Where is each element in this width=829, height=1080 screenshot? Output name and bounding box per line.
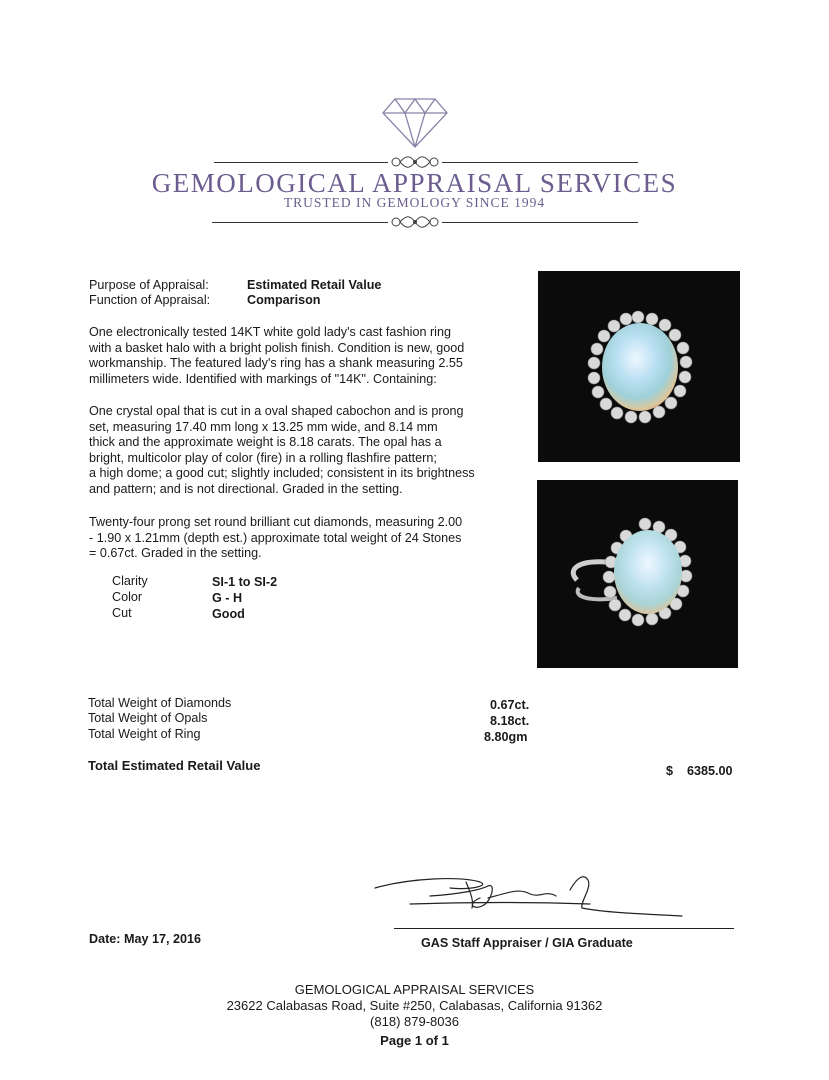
- opal-description-line: a high dome; a good cut; slightly included; consistent in its brightness: [89, 466, 475, 481]
- purpose-value: Estimated Retail Value: [247, 278, 382, 292]
- footer-company: GEMOLOGICAL APPRAISAL SERVICES: [294, 982, 535, 997]
- header-rule-top-right: [442, 162, 638, 163]
- header-rule-top-left: [214, 162, 388, 163]
- appraiser-title: GAS Staff Appraiser / GIA Graduate: [421, 936, 633, 950]
- diamonds-description-line: - 1.90 x 1.21mm (depth est.) approximate total weight of 24 Stones: [89, 530, 462, 545]
- footer-address: 23622 Calabasas Road, Suite #250, Calabasas, California 91362: [226, 998, 603, 1013]
- grade-value-color: G - H: [212, 591, 243, 605]
- page-number: Page 1 of 1: [380, 1033, 449, 1048]
- grade-label-color: Color: [112, 590, 143, 604]
- function-value: Comparison: [247, 293, 321, 307]
- ring-description-line: workmanship. The featured lady's ring has a shank measuring 2.55: [89, 356, 463, 371]
- header-rule-bottom-right: [442, 222, 638, 223]
- opal-ring-angle-view-photo: [537, 480, 738, 668]
- grade-value-clarity: SI-1 to SI-2: [212, 575, 278, 589]
- header-title: GEMOLOGICAL APPRAISAL SERVICES: [151, 168, 678, 198]
- diamonds-description-line: = 0.67ct. Graded in the setting.: [89, 546, 262, 561]
- diamonds-description: [89, 515, 514, 562]
- appraisal-date: Date: May 17, 2016: [89, 932, 202, 946]
- opal-description-line: thick and the approximate weight is 8.18 carats. The opal has a: [89, 435, 442, 450]
- total-value-diamonds: 0.67ct.: [490, 698, 530, 712]
- opal-description-line: One crystal opal that is cut in a oval shaped cabochon and is prong: [89, 404, 464, 418]
- footer-phone: (818) 879-8036: [370, 1014, 459, 1029]
- total-value-ring: 8.80gm: [484, 730, 528, 744]
- opal-description-line: and pattern; and is not directional. Graded in the setting.: [89, 481, 403, 496]
- function-label: Function of Appraisal:: [89, 293, 211, 307]
- ring-description-line: with a basket halo with a bright polish finish. Condition is new, good: [89, 340, 465, 355]
- retail-value-label: Total Estimated Retail Value: [88, 758, 261, 773]
- purpose-label: Purpose of Appraisal:: [89, 278, 209, 292]
- opal-description-line: bright, multicolor play of color (fire) in a rolling flashfire pattern;: [89, 450, 437, 465]
- diamond-icon: [381, 97, 449, 149]
- header-rule-bottom-left: [212, 222, 388, 223]
- ring-photo-graphic: [537, 480, 738, 668]
- ring-description-line: millimeters wide. Identified with markings of "14K". Containing:: [89, 371, 437, 386]
- retail-currency: $: [666, 764, 674, 778]
- opal-ring-top-view-photo: [538, 271, 740, 462]
- total-label-diamonds: Total Weight of Diamonds: [88, 696, 232, 710]
- ring-description: [89, 325, 514, 387]
- grade-value-cut: Good: [212, 607, 245, 621]
- grade-label-clarity: Clarity: [112, 574, 148, 588]
- grade-label-cut: Cut: [112, 606, 132, 620]
- ring-description-line: One electronically tested 14KT white gold lady's cast fashion ring: [89, 325, 451, 339]
- diamonds-description-line: Twenty-four prong set round brilliant cut diamonds, measuring 2.00: [89, 515, 463, 529]
- total-label-opals: Total Weight of Opals: [88, 711, 208, 725]
- opal-description-line: set, measuring 17.40 mm long x 13.25 mm wide, and 8.14 mm: [89, 419, 438, 434]
- scroll-ornament-icon: [388, 214, 442, 230]
- total-value-opals: 8.18ct.: [490, 714, 530, 728]
- header-tagline: TRUSTED IN GEMOLOGY SINCE 1994: [283, 195, 546, 210]
- opal-description: [89, 404, 514, 498]
- retail-amount: 6385.00: [687, 764, 733, 778]
- signature-line: [394, 928, 734, 929]
- total-label-ring: Total Weight of Ring: [88, 727, 201, 741]
- ring-photo-graphic: [538, 271, 740, 462]
- appraiser-signature: [370, 868, 690, 928]
